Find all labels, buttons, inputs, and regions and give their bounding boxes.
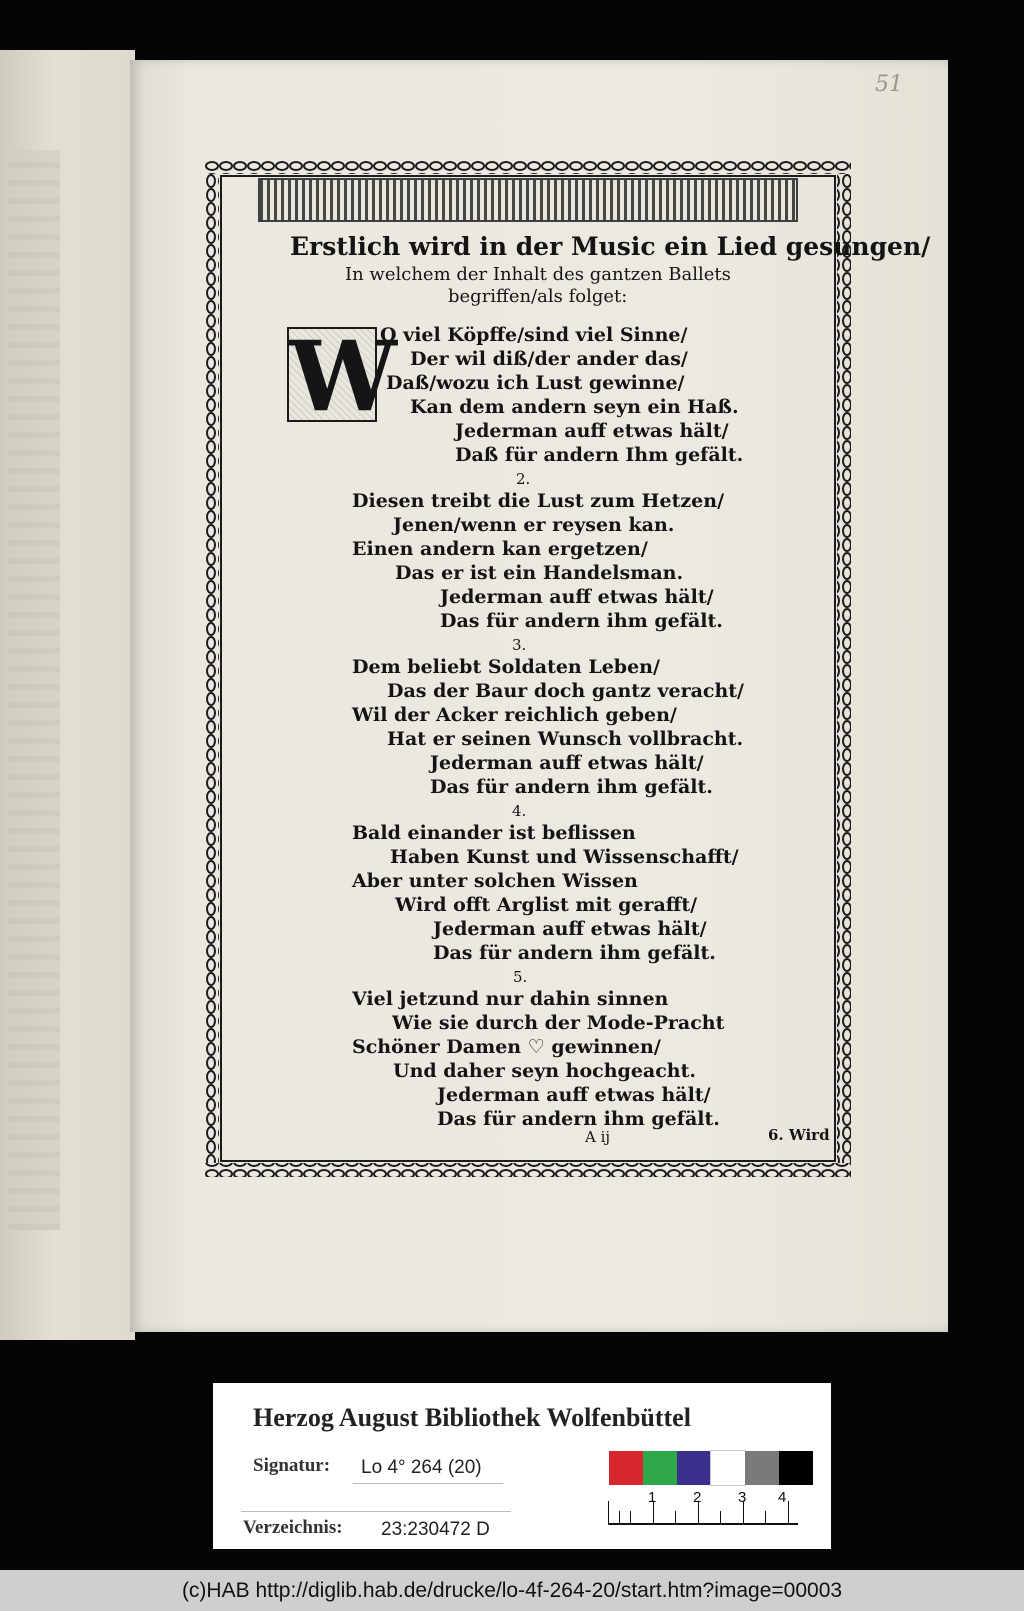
verse-line: O viel Köpffe/sind viel Sinne/ (380, 324, 688, 346)
signatur-label: Signatur: (253, 1455, 331, 1476)
verse-line: Das er ist ein Handelsman. (395, 562, 684, 584)
color-swatch-white (711, 1451, 745, 1485)
verse-line: Das der Baur doch gantz veracht/ (387, 680, 745, 702)
signatur-value: Lo 4° 264 (20) (361, 1457, 482, 1478)
verse-line: Jederman auff etwas hält/ (430, 752, 704, 774)
verse-line: Jenen/wenn er reysen kan. (393, 514, 675, 536)
verse-line: Haben Kunst und Wissenschafft/ (390, 846, 739, 868)
color-swatch-black (779, 1451, 813, 1485)
verse-line: Und daher seyn hochgeacht. (393, 1060, 696, 1082)
verzeichnis-value: 23:230472 D (381, 1519, 490, 1540)
scale-tick (765, 1511, 766, 1523)
color-swatch-red (609, 1451, 643, 1485)
verse-line: Wie sie durch der Mode-Pracht (392, 1012, 725, 1034)
verse-line: Aber unter solchen Wissen (352, 870, 638, 892)
verse-line: Das für andern ihm gefält. (430, 776, 713, 798)
verse-line: Das für andern ihm gefält. (440, 610, 723, 632)
verse-line: Daß für andern Ihm gefält. (455, 444, 744, 466)
verse-line: Jederman auff etwas hält/ (433, 918, 707, 940)
verse-line: Wil der Acker reichlich geben/ (352, 704, 677, 726)
scale-tick (788, 1501, 789, 1523)
verse-line: Jederman auff etwas hält/ (440, 586, 714, 608)
color-swatch-blue (677, 1451, 711, 1485)
scale-tick (630, 1511, 631, 1523)
scale-tick (675, 1511, 676, 1523)
signature-mark: A ij (585, 1128, 611, 1146)
catchword: 6. Wird (768, 1126, 830, 1144)
verse-line: Kan dem andern seyn ein Haß. (410, 396, 739, 418)
copyright-footer: (c)HAB http://diglib.hab.de/drucke/lo-4f-264-20/start.htm?image=00003 (0, 1570, 1024, 1611)
verse-line: Dem beliebt Soldaten Leben/ (352, 656, 660, 678)
scale-tick (619, 1511, 620, 1523)
verse-line: Jederman auff etwas hält/ (437, 1084, 711, 1106)
scale-tick (608, 1501, 609, 1523)
stanza-number: 2. (516, 470, 531, 488)
verse-line: Wird offt Arglist mit gerafft/ (395, 894, 698, 916)
subheading-2: begriffen/als folget: (448, 286, 628, 307)
verse-line: Viel jetzund nur dahin sinnen (352, 988, 669, 1010)
signatur-underline (353, 1483, 503, 1484)
stanza-number: 4. (512, 802, 527, 820)
scale-number: 2 (693, 1489, 702, 1506)
heading: Erstlich wird in der Music ein Lied gesungen/ (290, 232, 931, 261)
verse-line: Schöner Damen ♡ gewinnen/ (352, 1036, 661, 1058)
scale-tick (720, 1511, 721, 1523)
bleed-through-text (8, 150, 60, 1230)
left-page-edge (0, 50, 135, 1340)
stanza-number: 5. (513, 968, 528, 986)
verse-line: Hat er seinen Wunsch vollbracht. (387, 728, 744, 750)
ornamental-headpiece (258, 178, 798, 222)
verse-line: Diesen treibt die Lust zum Hetzen/ (352, 490, 725, 512)
verse-line: Jederman auff etwas hält/ (455, 420, 729, 442)
measurement-scale (608, 1485, 798, 1525)
separator-line (241, 1511, 511, 1512)
verse-line: Der wil diß/der ander das/ (410, 348, 688, 370)
folio-number: 51 (875, 72, 903, 97)
verse-line: Das für andern ihm gefält. (437, 1108, 720, 1130)
library-name: Herzog August Bibliothek Wolfenbüttel (253, 1403, 691, 1432)
verzeichnis-label: Verzeichnis: (243, 1517, 343, 1538)
scale-number: 1 (648, 1489, 657, 1506)
verse-line: Das für andern ihm gefält. (433, 942, 716, 964)
scale-number: 4 (778, 1489, 787, 1506)
verse-line: Einen andern kan ergetzen/ (352, 538, 648, 560)
color-swatch-gray (745, 1451, 779, 1485)
verse-line: Daß/wozu ich Lust gewinne/ (386, 372, 685, 394)
library-label (213, 1383, 831, 1549)
scale-number: 3 (738, 1489, 747, 1506)
stanza-number: 3. (512, 636, 527, 654)
subheading-1: In welchem der Inhalt des gantzen Ballets (345, 264, 731, 285)
verse-line: Bald einander ist beflissen (352, 822, 636, 844)
decorated-initial: W (289, 320, 397, 433)
color-swatch-green (643, 1451, 677, 1485)
